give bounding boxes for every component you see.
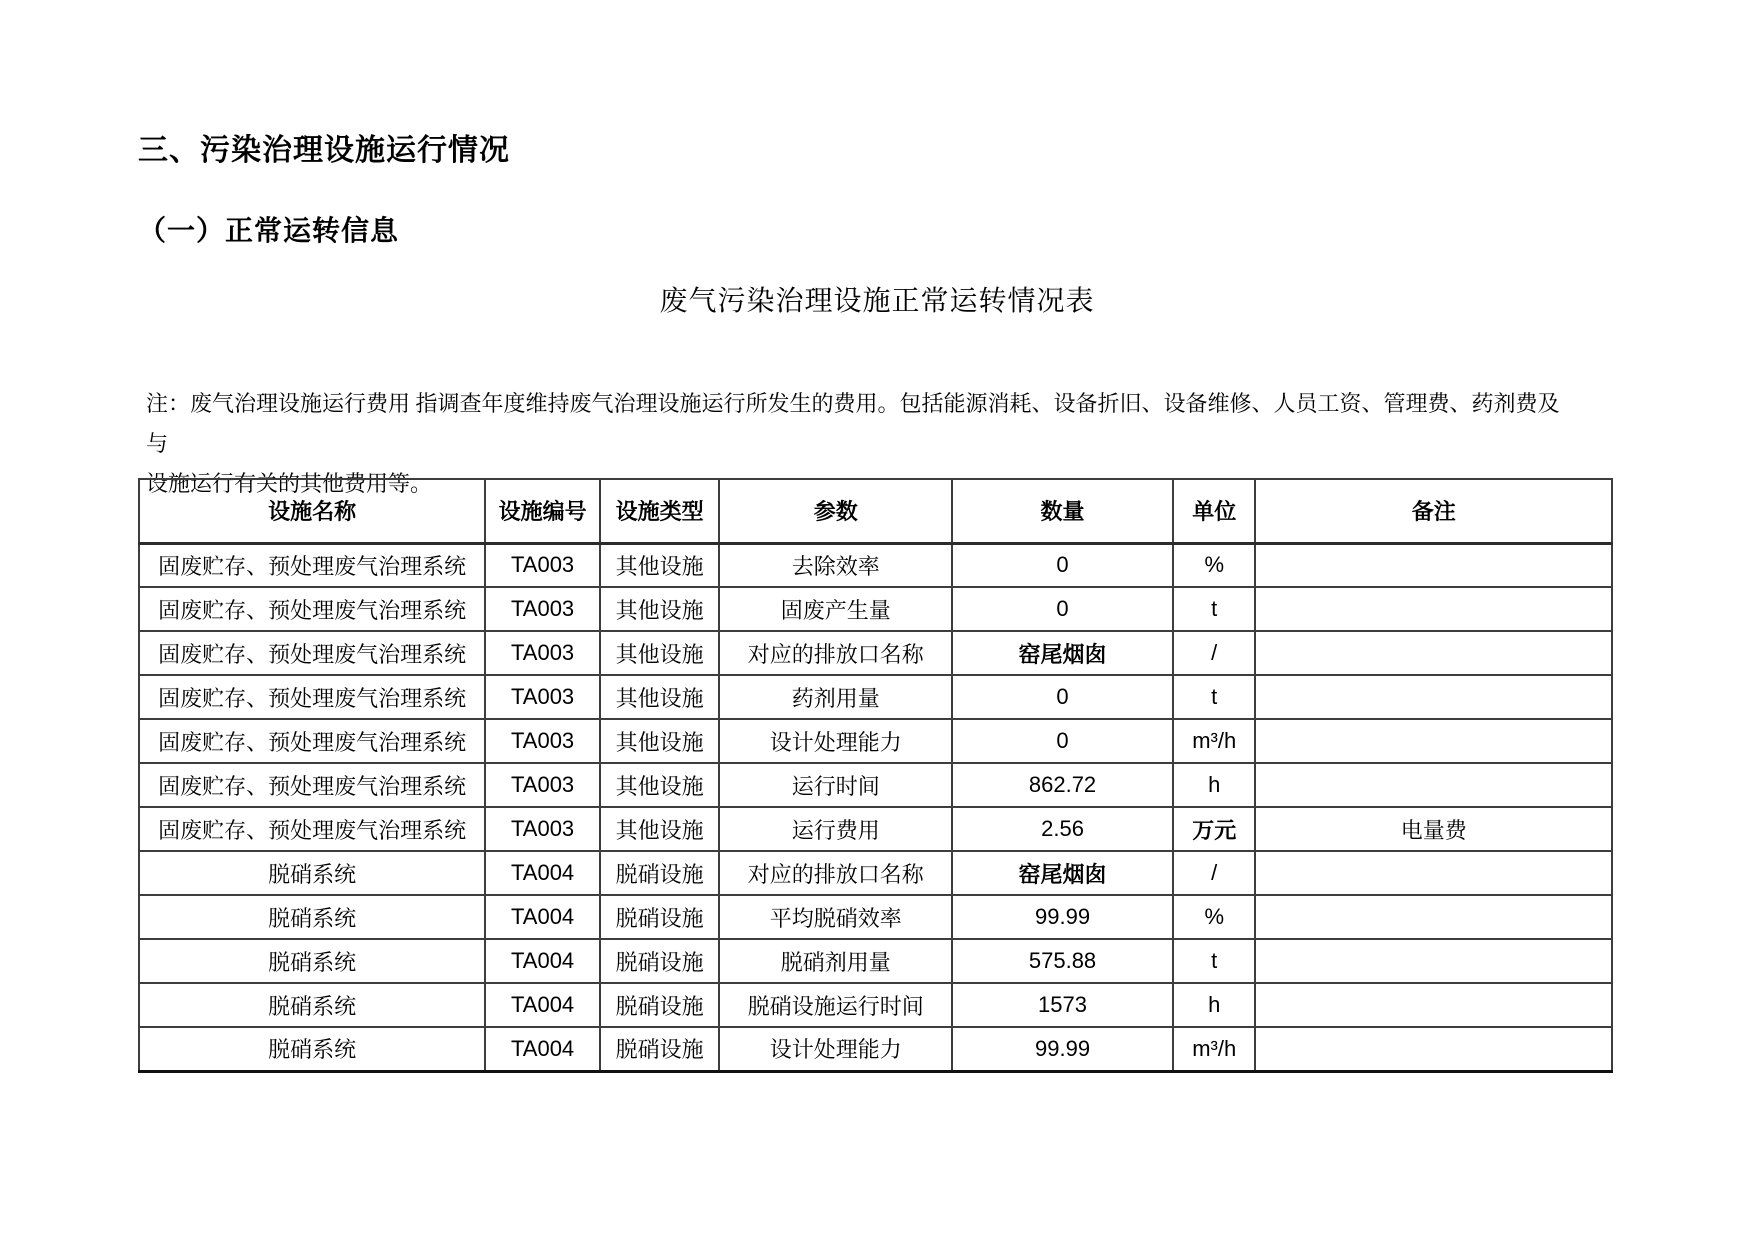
cell: 窑尾烟囱 <box>952 851 1173 895</box>
cell: 其他设施 <box>600 587 719 631</box>
cell <box>1255 675 1612 719</box>
cell: % <box>1173 895 1255 939</box>
cell: 脱硝系统 <box>139 851 485 895</box>
cell <box>1255 719 1612 763</box>
cell: 99.99 <box>952 1027 1173 1071</box>
cell: 固废贮存、预处理废气治理系统 <box>139 543 485 587</box>
cell: 脱硝设施 <box>600 939 719 983</box>
cell: 其他设施 <box>600 543 719 587</box>
cell: 窑尾烟囱 <box>952 631 1173 675</box>
cell: h <box>1173 763 1255 807</box>
cell: 设计处理能力 <box>719 1027 952 1071</box>
cell: 对应的排放口名称 <box>719 851 952 895</box>
cell <box>1255 1027 1612 1071</box>
cell: 固废贮存、预处理废气治理系统 <box>139 631 485 675</box>
cell: 575.88 <box>952 939 1173 983</box>
cell: 脱硝设施 <box>600 983 719 1027</box>
cell: TA003 <box>485 675 600 719</box>
table-row <box>139 543 1612 587</box>
cell: TA003 <box>485 587 600 631</box>
table-title: 废气污染治理设施正常运转情况表 <box>659 286 1095 317</box>
cell: 电量费 <box>1255 807 1612 851</box>
facility-operation-table <box>138 478 1613 1073</box>
cell: TA004 <box>485 983 600 1027</box>
cell: 万元 <box>1173 807 1255 851</box>
table-header-row <box>139 479 1612 543</box>
header-cell: 参数 <box>719 479 952 543</box>
cell: TA003 <box>485 543 600 587</box>
cell: / <box>1173 851 1255 895</box>
cell: TA004 <box>485 939 600 983</box>
cell: 脱硝系统 <box>139 895 485 939</box>
table-row <box>139 983 1612 1027</box>
cell: 0 <box>952 587 1173 631</box>
table-row <box>139 895 1612 939</box>
cell: 1573 <box>952 983 1173 1027</box>
cell <box>1255 939 1612 983</box>
cell: TA003 <box>485 807 600 851</box>
cell <box>1255 543 1612 587</box>
cell: t <box>1173 587 1255 631</box>
cell: h <box>1173 983 1255 1027</box>
cell: TA004 <box>485 1027 600 1071</box>
table-row <box>139 587 1612 631</box>
header-cell: 数量 <box>952 479 1173 543</box>
cell <box>1255 587 1612 631</box>
cell: 2.56 <box>952 807 1173 851</box>
cell: 平均脱硝效率 <box>719 895 952 939</box>
cell <box>1255 763 1612 807</box>
cell <box>1255 631 1612 675</box>
table-row <box>139 719 1612 763</box>
cell: 固废贮存、预处理废气治理系统 <box>139 719 485 763</box>
table-row <box>139 939 1612 983</box>
cell: 其他设施 <box>600 807 719 851</box>
cell: 对应的排放口名称 <box>719 631 952 675</box>
table-row <box>139 851 1612 895</box>
cell: TA003 <box>485 763 600 807</box>
table-note-line1: 注：废气治理设施运行费用 指调查年度维持废气治理设施运行所发生的费用。包括能源消耗、设备折旧、设备维修、人员工资、管理费、药剂费及与 <box>146 391 1560 456</box>
cell: 固废贮存、预处理废气治理系统 <box>139 807 485 851</box>
cell: 脱硝系统 <box>139 1027 485 1071</box>
header-cell: 设施编号 <box>485 479 600 543</box>
cell: 固废贮存、预处理废气治理系统 <box>139 587 485 631</box>
cell: 其他设施 <box>600 675 719 719</box>
cell: 0 <box>952 719 1173 763</box>
header-cell: 备注 <box>1255 479 1612 543</box>
cell: 脱硝系统 <box>139 939 485 983</box>
cell: 运行时间 <box>719 763 952 807</box>
cell: m³/h <box>1173 1027 1255 1071</box>
cell: 药剂用量 <box>719 675 952 719</box>
header-cell: 设施类型 <box>600 479 719 543</box>
cell: TA004 <box>485 851 600 895</box>
cell: 脱硝设施 <box>600 895 719 939</box>
cell: 脱硝剂用量 <box>719 939 952 983</box>
cell: 设计处理能力 <box>719 719 952 763</box>
table-row <box>139 1027 1612 1071</box>
cell: TA003 <box>485 719 600 763</box>
table-row <box>139 631 1612 675</box>
cell: 99.99 <box>952 895 1173 939</box>
cell <box>1255 983 1612 1027</box>
cell: 脱硝设施 <box>600 1027 719 1071</box>
cell: 去除效率 <box>719 543 952 587</box>
cell: 其他设施 <box>600 763 719 807</box>
cell: 0 <box>952 675 1173 719</box>
subsection-title: （一）正常运转信息 <box>138 216 400 247</box>
cell: 运行费用 <box>719 807 952 851</box>
cell: / <box>1173 631 1255 675</box>
cell: 固废贮存、预处理废气治理系统 <box>139 675 485 719</box>
header-cell: 设施名称 <box>139 479 485 543</box>
cell: TA004 <box>485 895 600 939</box>
table-row <box>139 763 1612 807</box>
cell: 0 <box>952 543 1173 587</box>
cell: 其他设施 <box>600 631 719 675</box>
cell: 固废产生量 <box>719 587 952 631</box>
cell: TA003 <box>485 631 600 675</box>
cell: 脱硝系统 <box>139 983 485 1027</box>
cell: 脱硝设施 <box>600 851 719 895</box>
cell: m³/h <box>1173 719 1255 763</box>
section-title: 三、污染治理设施运行情况 <box>138 134 510 167</box>
table-row <box>139 675 1612 719</box>
header-cell: 单位 <box>1173 479 1255 543</box>
cell: t <box>1173 939 1255 983</box>
cell <box>1255 895 1612 939</box>
table-row <box>139 807 1612 851</box>
cell: % <box>1173 543 1255 587</box>
cell: 固废贮存、预处理废气治理系统 <box>139 763 485 807</box>
cell: 脱硝设施运行时间 <box>719 983 952 1027</box>
cell <box>1255 851 1612 895</box>
cell: t <box>1173 675 1255 719</box>
cell: 862.72 <box>952 763 1173 807</box>
cell: 其他设施 <box>600 719 719 763</box>
table-note-line2: 设施运行有关的其他费用等。 <box>146 471 433 496</box>
